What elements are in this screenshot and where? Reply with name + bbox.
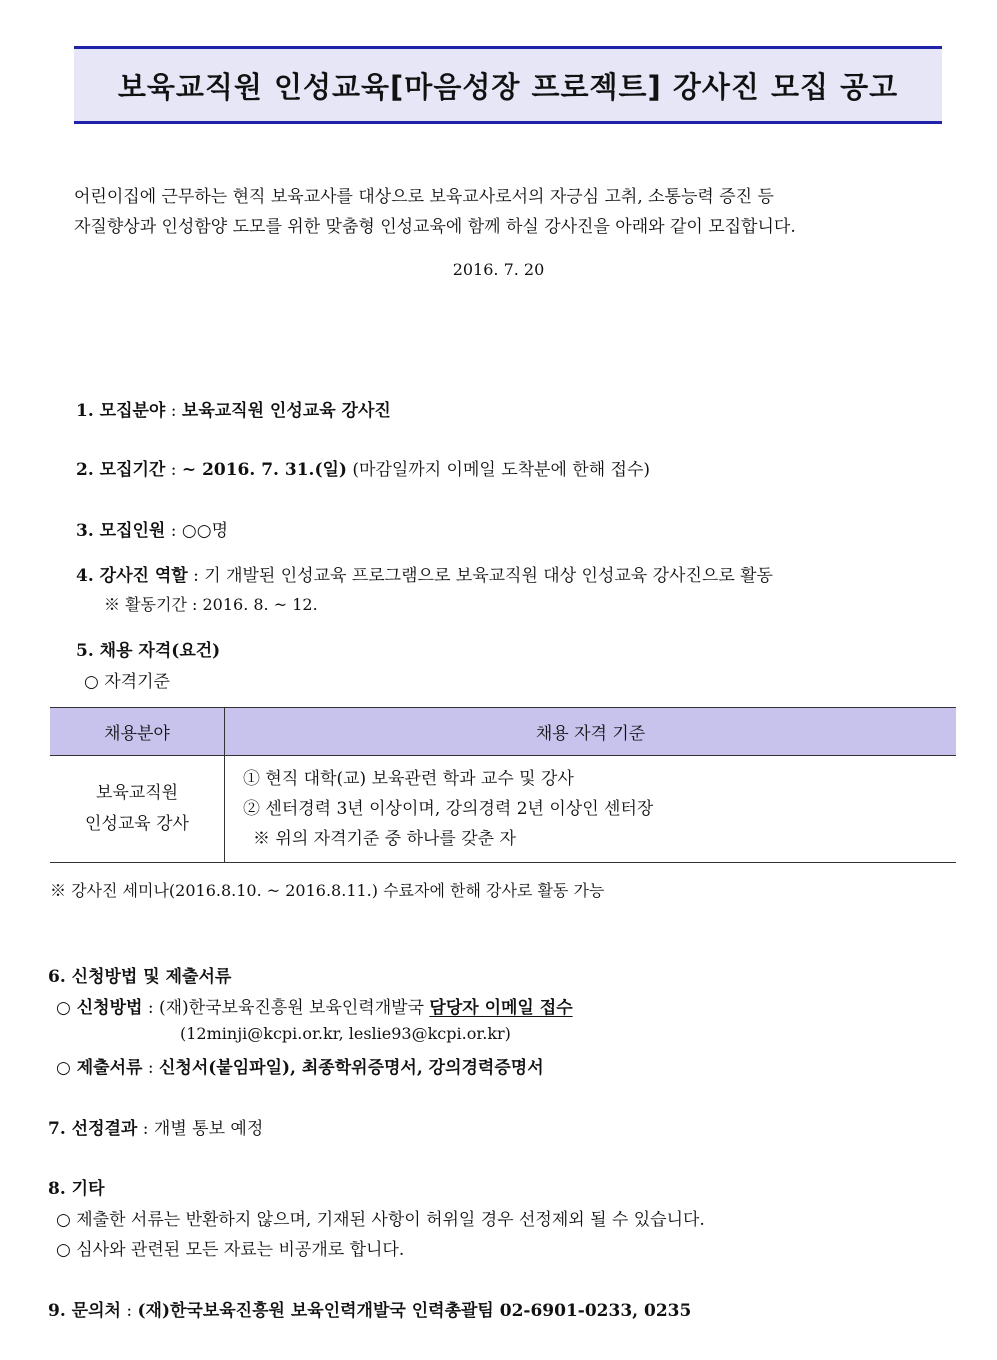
section-8-other <box>48 1174 105 1199</box>
other-item: ○ 심사와 관련된 모든 자료는 비공개로 합니다. <box>56 1240 405 1260</box>
method-value: (재)한국보육진흥원 보육인력개발국 <box>159 998 430 1018</box>
criteria-item: ① 현직 대학(교) 보육관련 학과 교수 및 강사 <box>243 769 574 789</box>
section-7-sep: : <box>137 1119 154 1139</box>
page-title: 보육교직원 인성교육[마음성장 프로젝트] 강사진 모집 공고 <box>117 69 899 104</box>
section-4-note: ※ 활동기간 : 2016. 8. ~ 12. <box>104 595 318 614</box>
section-2-label: 2. 모집기간 <box>76 460 166 480</box>
table-header-row <box>50 708 956 756</box>
section-2-note: (마감일까지 이메일 도착분에 한해 접수) <box>346 460 651 480</box>
section-3-value: ○○명 <box>181 521 228 541</box>
required-documents <box>56 1053 544 1078</box>
table-cell-field <box>50 756 225 863</box>
other-item: ○ 제출한 서류는 반환하지 않으며, 기재된 사항이 허위일 경우 선정제외 될 수 있습니다. <box>56 1210 705 1230</box>
section-8-label: 8. 기타 <box>48 1179 105 1199</box>
docs-label: ○ 제출서류 <box>56 1058 143 1078</box>
section-6-label: 6. 신청방법 및 제출서류 <box>48 967 232 987</box>
docs-sep: : <box>142 1058 159 1078</box>
field-line-2: 인성교육 강사 <box>85 814 189 834</box>
seminar-note: ※ 강사진 세미나(2016.8.10. ~ 2016.8.11.) 수료자에 한해 강사로 활동 가능 <box>50 881 605 900</box>
section-1-label: 1. 모집분야 <box>76 401 166 421</box>
qualification-table <box>50 707 956 863</box>
section-6-application <box>48 962 231 987</box>
section-1-field <box>76 396 391 421</box>
section-7-result <box>48 1114 263 1139</box>
intro-line-2: 자질향상과 인성함양 도모를 위한 맞춤형 인성교육에 함께 하실 강사진을 아래와 같이 모집합니다. <box>74 217 796 237</box>
section-5-sub: ○ 자격기준 <box>84 672 170 692</box>
section-2-value: ~ 2016. 7. 31.(일) <box>181 460 347 480</box>
method-emphasis: 담당자 이메일 접수 <box>429 998 573 1018</box>
section-7-value: 개별 통보 예정 <box>153 1119 264 1139</box>
section-1-sep: : <box>165 401 182 421</box>
section-9-value: (재)한국보육진흥원 보육인력개발국 인력총괄팀 02-6901-0233, 0235 <box>137 1301 692 1321</box>
criteria-item: ※ 위의 자격기준 중 하나를 갖춘 자 <box>253 829 516 849</box>
section-9-sep: : <box>120 1301 138 1321</box>
section-4-label: 4. 강사진 역할 <box>76 566 188 586</box>
method-sep: : <box>142 998 159 1018</box>
method-label: ○ 신청방법 <box>56 998 143 1018</box>
section-9-contact <box>48 1296 691 1321</box>
announcement-date: 2016. 7. 20 <box>452 260 545 279</box>
criteria-item: ② 센터경력 3년 이상이며, 강의경력 2년 이상인 센터장 <box>243 799 654 819</box>
section-9-label: 9. 문의처 <box>48 1301 121 1321</box>
section-4-sep: : <box>187 566 205 586</box>
section-3-label: 3. 모집인원 <box>76 521 166 541</box>
field-line-1: 보육교직원 <box>95 783 179 803</box>
table-header-field: 채용분야 <box>50 708 225 756</box>
intro-paragraph <box>74 182 942 242</box>
section-2-sep: : <box>165 460 182 480</box>
section-2-period <box>76 455 650 480</box>
table-row <box>50 756 956 863</box>
section-3-headcount <box>76 516 228 541</box>
table-header-criteria: 채용 자격 기준 <box>225 708 957 756</box>
docs-value: 신청서(붙임파일), 최종학위증명서, 강의경력증명서 <box>159 1058 544 1078</box>
section-7-label: 7. 선정결과 <box>48 1119 138 1139</box>
section-4-value: 기 개발된 인성교육 프로그램으로 보육교직원 대상 인성교육 강사진으로 활동 <box>204 566 773 586</box>
title-banner <box>74 46 942 124</box>
section-5-qualification <box>76 636 220 661</box>
section-1-value: 보육교직원 인성교육 강사진 <box>181 401 391 421</box>
section-5-label: 5. 채용 자격(요건) <box>76 641 221 661</box>
section-3-sep: : <box>165 521 182 541</box>
table-cell-criteria <box>225 756 957 863</box>
application-method <box>56 993 573 1018</box>
intro-line-1: 어린이집에 근무하는 현직 보육교사를 대상으로 보육교사로서의 자긍심 고취, 소통능력 증진 등 <box>74 187 774 207</box>
contact-emails: (12minji@kcpi.or.kr, leslie93@kcpi.or.kr) <box>180 1024 511 1043</box>
section-4-role <box>76 561 773 586</box>
